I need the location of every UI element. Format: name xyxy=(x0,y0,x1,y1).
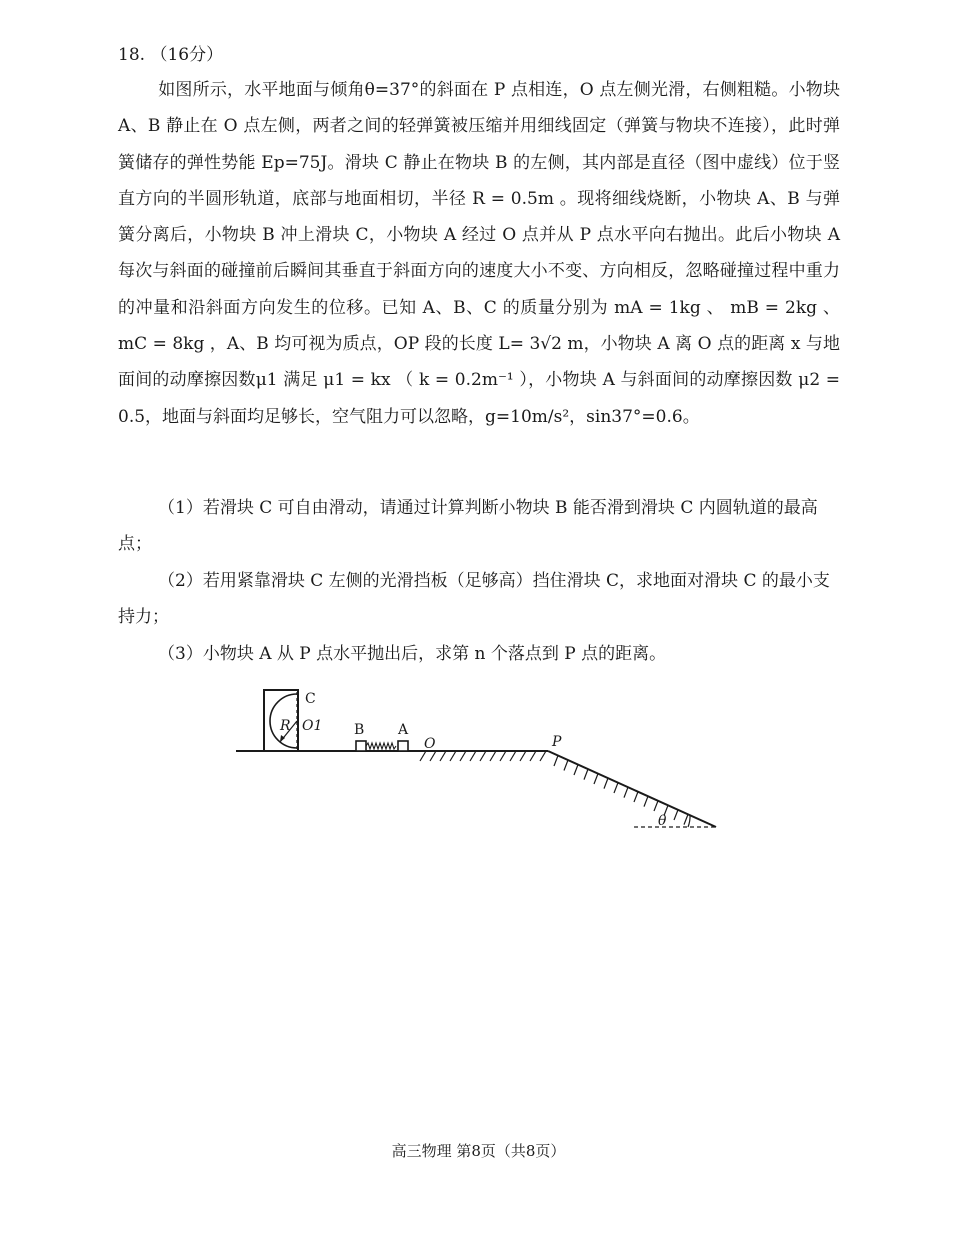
incline-hatching xyxy=(554,756,688,825)
physics-figure xyxy=(230,684,730,844)
label-p: P xyxy=(552,734,562,750)
question-points: （16分） xyxy=(150,45,224,65)
page-footer: 高三物理 第8页（共8页） xyxy=(391,1142,566,1160)
part-3 xyxy=(118,636,840,672)
label-o1: O1 xyxy=(302,718,323,734)
label-r: R xyxy=(280,718,291,734)
question-number: 18. xyxy=(118,45,146,65)
question-heading xyxy=(118,40,223,65)
label-c: C xyxy=(305,691,316,707)
rough-ground-hatching xyxy=(420,751,546,761)
question-body-text: 如图所示，水平地面与倾角θ=37°的斜面在 P 点相连，O 点左侧光滑，右侧粗糙。小物块 A、B 静止在 O 点左侧，两者之间的轻弹簧被压缩并用细线固定（弹簧与物块不连接），此时弹簧储存的弹性势能 Ep=75J。滑块 C 静止在物块 B 的左侧，其内部是直径（图中虚线）位于竖直方向的半圆形轨道，底部与地面相切，半径 R = 0.5m 。现将细线烧断，小物块 A、B 与弹簧分离后，小物块 B 冲上滑块 C，小物块 A 经过 O 点并从 P 点水平向右抛出。此后小物块 A 每次与斜面的碰撞前后瞬间其垂直于斜面方向的速度大小不变、方向相反，忽略碰撞过程中重力的冲量和沿斜面方向发生的位移。已知 A、B、C 的质量分别为 mA = 1kg 、 mB = 2kg 、 mC = 8kg ，A、B 均可视为质点，OP 段的长度 L= 3√2 m，小物块 A 离 O 点的距离 x 与地面间的动摩擦因数μ1 满足 μ1 = kx （ k = 0.2m⁻¹ ），小物块 A 与斜面间的动摩擦因数 μ2 = 0.5，地面与斜面均足够长，空气阻力可以忽略，g=10m/s²，sin37°=0.6。 xyxy=(118,80,840,427)
part-3-text: （3）小物块 A 从 P 点水平抛出后，求第 n 个落点到 P 点的距离。 xyxy=(158,644,667,664)
part-1-text: （1）若滑块 C 可自由滑动，请通过计算判断小物块 B 能否滑到滑块 C 内圆轨道的最高点； xyxy=(118,498,818,554)
angle-arc xyxy=(688,815,690,827)
part-2 xyxy=(118,563,840,635)
spring xyxy=(366,743,396,749)
part-2-text: （2）若用紧靠滑块 C 左侧的光滑挡板（足够高）挡住滑块 C，求地面对滑块 C 的最小支持力； xyxy=(118,571,830,627)
label-a: A xyxy=(398,722,409,738)
label-theta: θ xyxy=(658,813,667,829)
question-body xyxy=(118,72,840,435)
label-b: B xyxy=(354,722,365,738)
block-b xyxy=(356,741,366,751)
block-a xyxy=(398,741,408,751)
part-1 xyxy=(118,490,840,562)
label-o: O xyxy=(424,736,436,752)
incline-line xyxy=(548,751,716,827)
